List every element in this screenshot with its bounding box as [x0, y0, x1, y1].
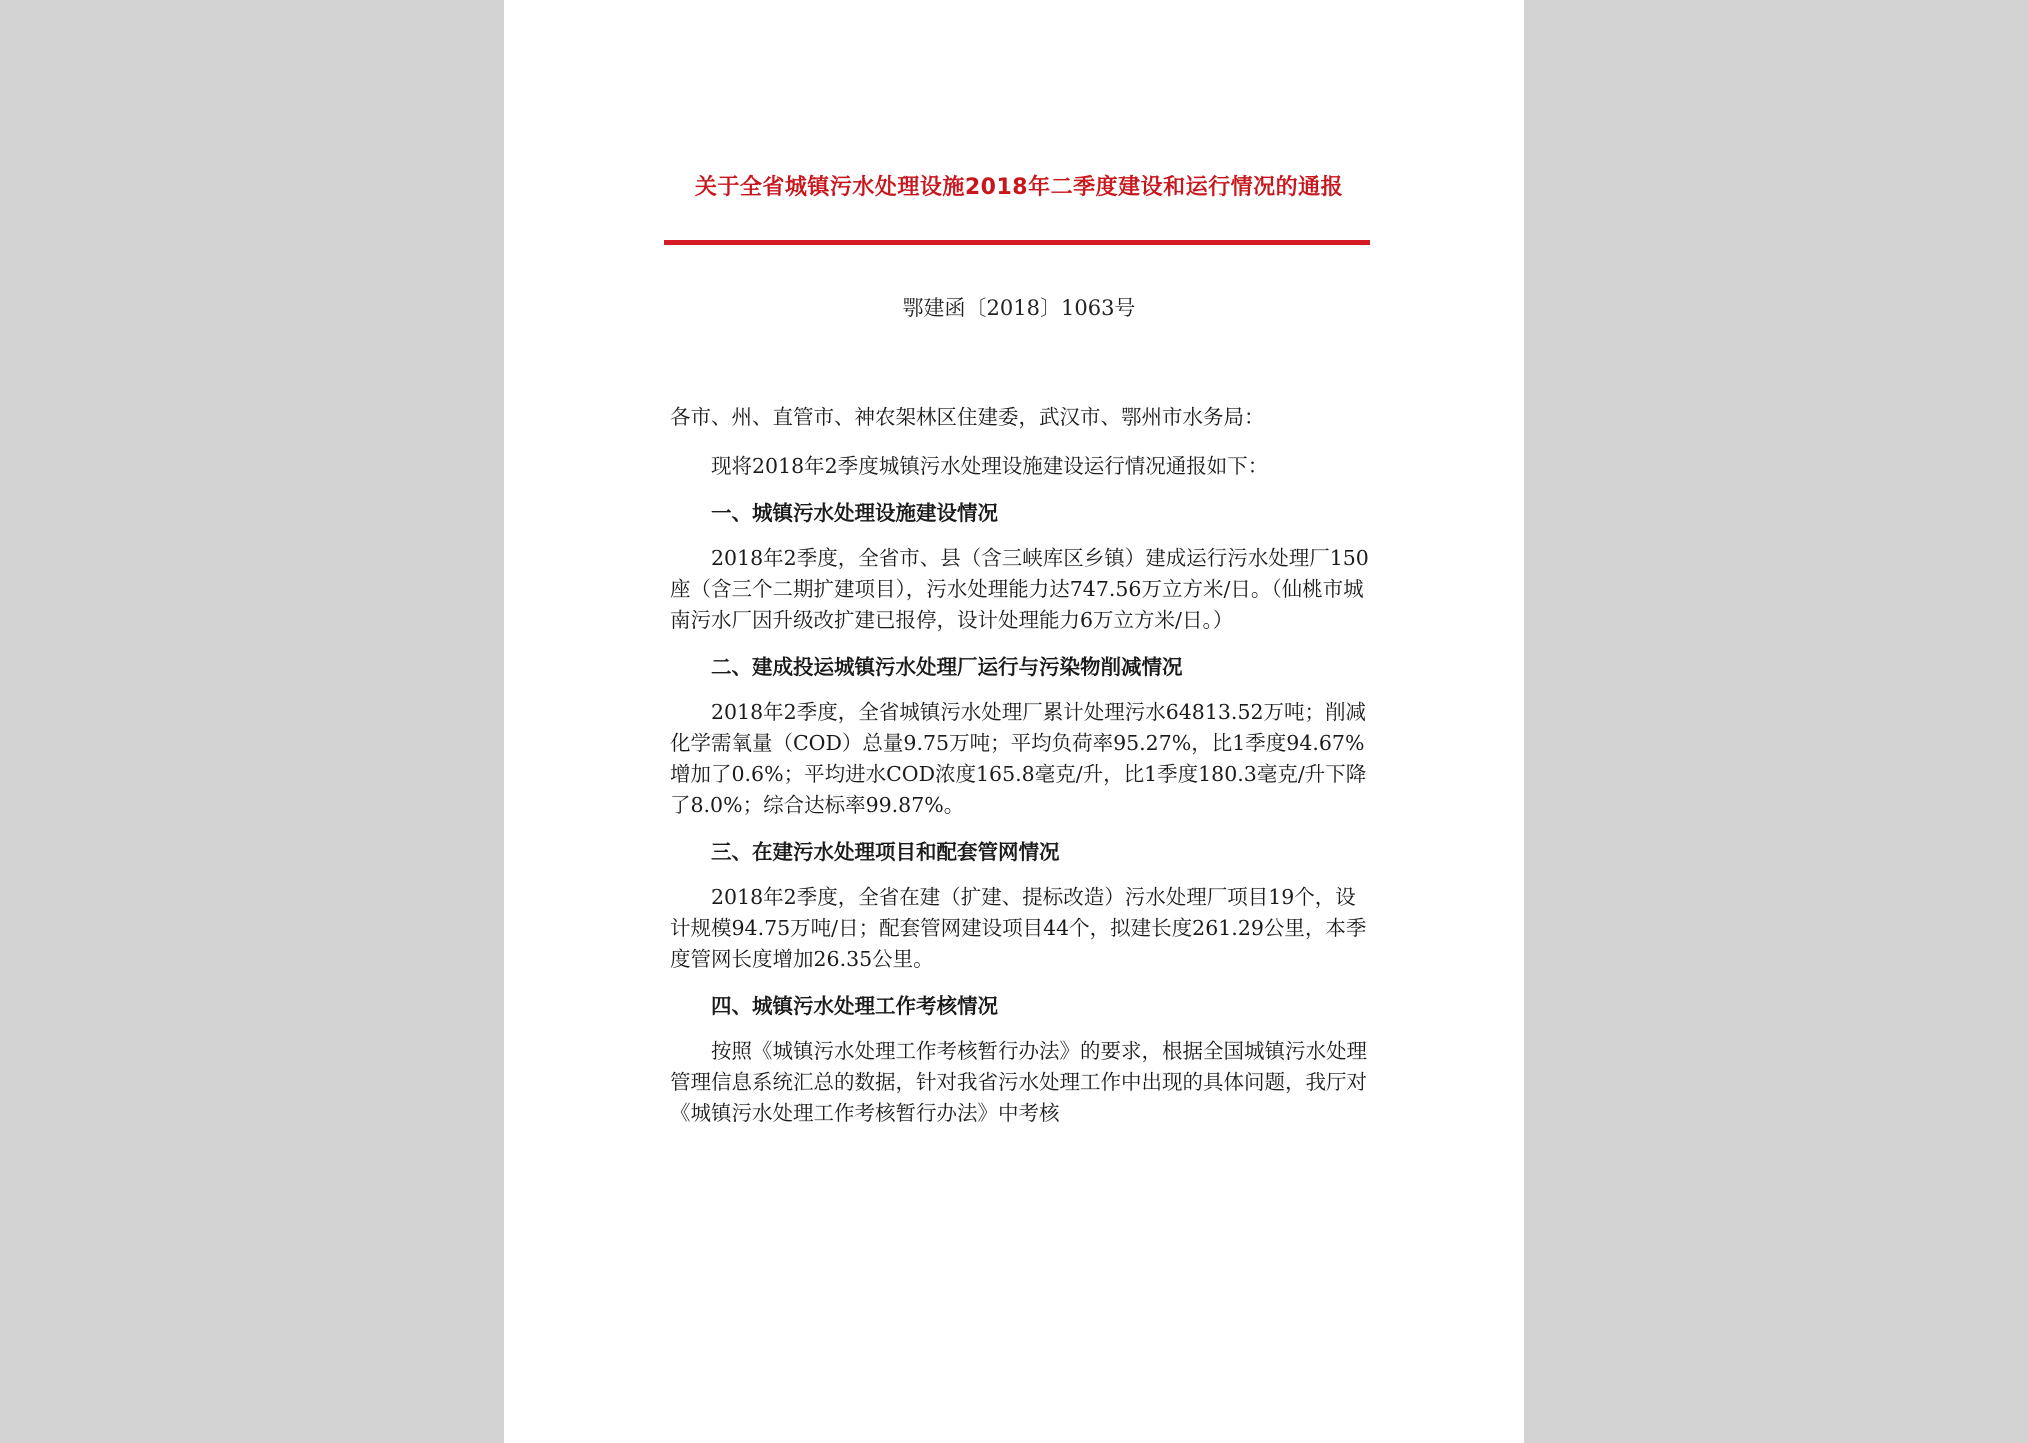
document-title: 关于全省城镇污水处理设施2018年二季度建设和运行情况的通报 [694, 175, 1344, 200]
section-heading-4: 四、城镇污水处理工作考核情况 [711, 994, 998, 1018]
document-body [670, 402, 1370, 1129]
section-paragraph-4: 按照《城镇污水处理工作考核暂行办法》的要求，根据全国城镇污水处理管理信息系统汇总的数据，针对我省污水处理工作中出现的具体问题，我厅对《城镇污水处理工作考核暂行办法》中考核 [670, 1039, 1367, 1125]
red-header-rule [664, 240, 1370, 245]
section-paragraph-2: 2018年2季度，全省城镇污水处理厂累计处理污水64813.52万吨；削减化学需氧量（COD）总量9.75万吨；平均负荷率95.27%，比1季度94.67%增加了0.6%；平均进水COD浓度165.8毫克/升，比1季度180.3毫克/升下降了8.0%；综合达标率99.87%。 [670, 700, 1367, 817]
section-paragraph-1: 2018年2季度，全省市、县（含三峡库区乡镇）建成运行污水处理厂150座（含三个二期扩建项目），污水处理能力达747.56万立方米/日。（仙桃市城南污水厂因升级改扩建已报停，设计处理能力6万立方米/日。） [670, 546, 1369, 632]
document-number: 鄂建函〔2018〕1063号 [902, 296, 1136, 320]
section-heading-1: 一、城镇污水处理设施建设情况 [711, 501, 998, 525]
section-heading-2: 二、建成投运城镇污水处理厂运行与污染物削减情况 [711, 655, 1183, 679]
salutation: 各市、州、直管市、神农架林区住建委，武汉市、鄂州市水务局： [670, 405, 1265, 429]
section-heading-3: 三、在建污水处理项目和配套管网情况 [711, 840, 1060, 864]
document-page [504, 0, 1524, 1443]
intro-paragraph: 现将2018年2季度城镇污水处理设施建设运行情况通报如下： [711, 454, 1269, 478]
section-paragraph-3: 2018年2季度，全省在建（扩建、提标改造）污水处理厂项目19个，设计规模94.75万吨/日；配套管网建设项目44个，拟建长度261.29公里，本季度管网长度增加26.35公里。 [670, 885, 1367, 971]
